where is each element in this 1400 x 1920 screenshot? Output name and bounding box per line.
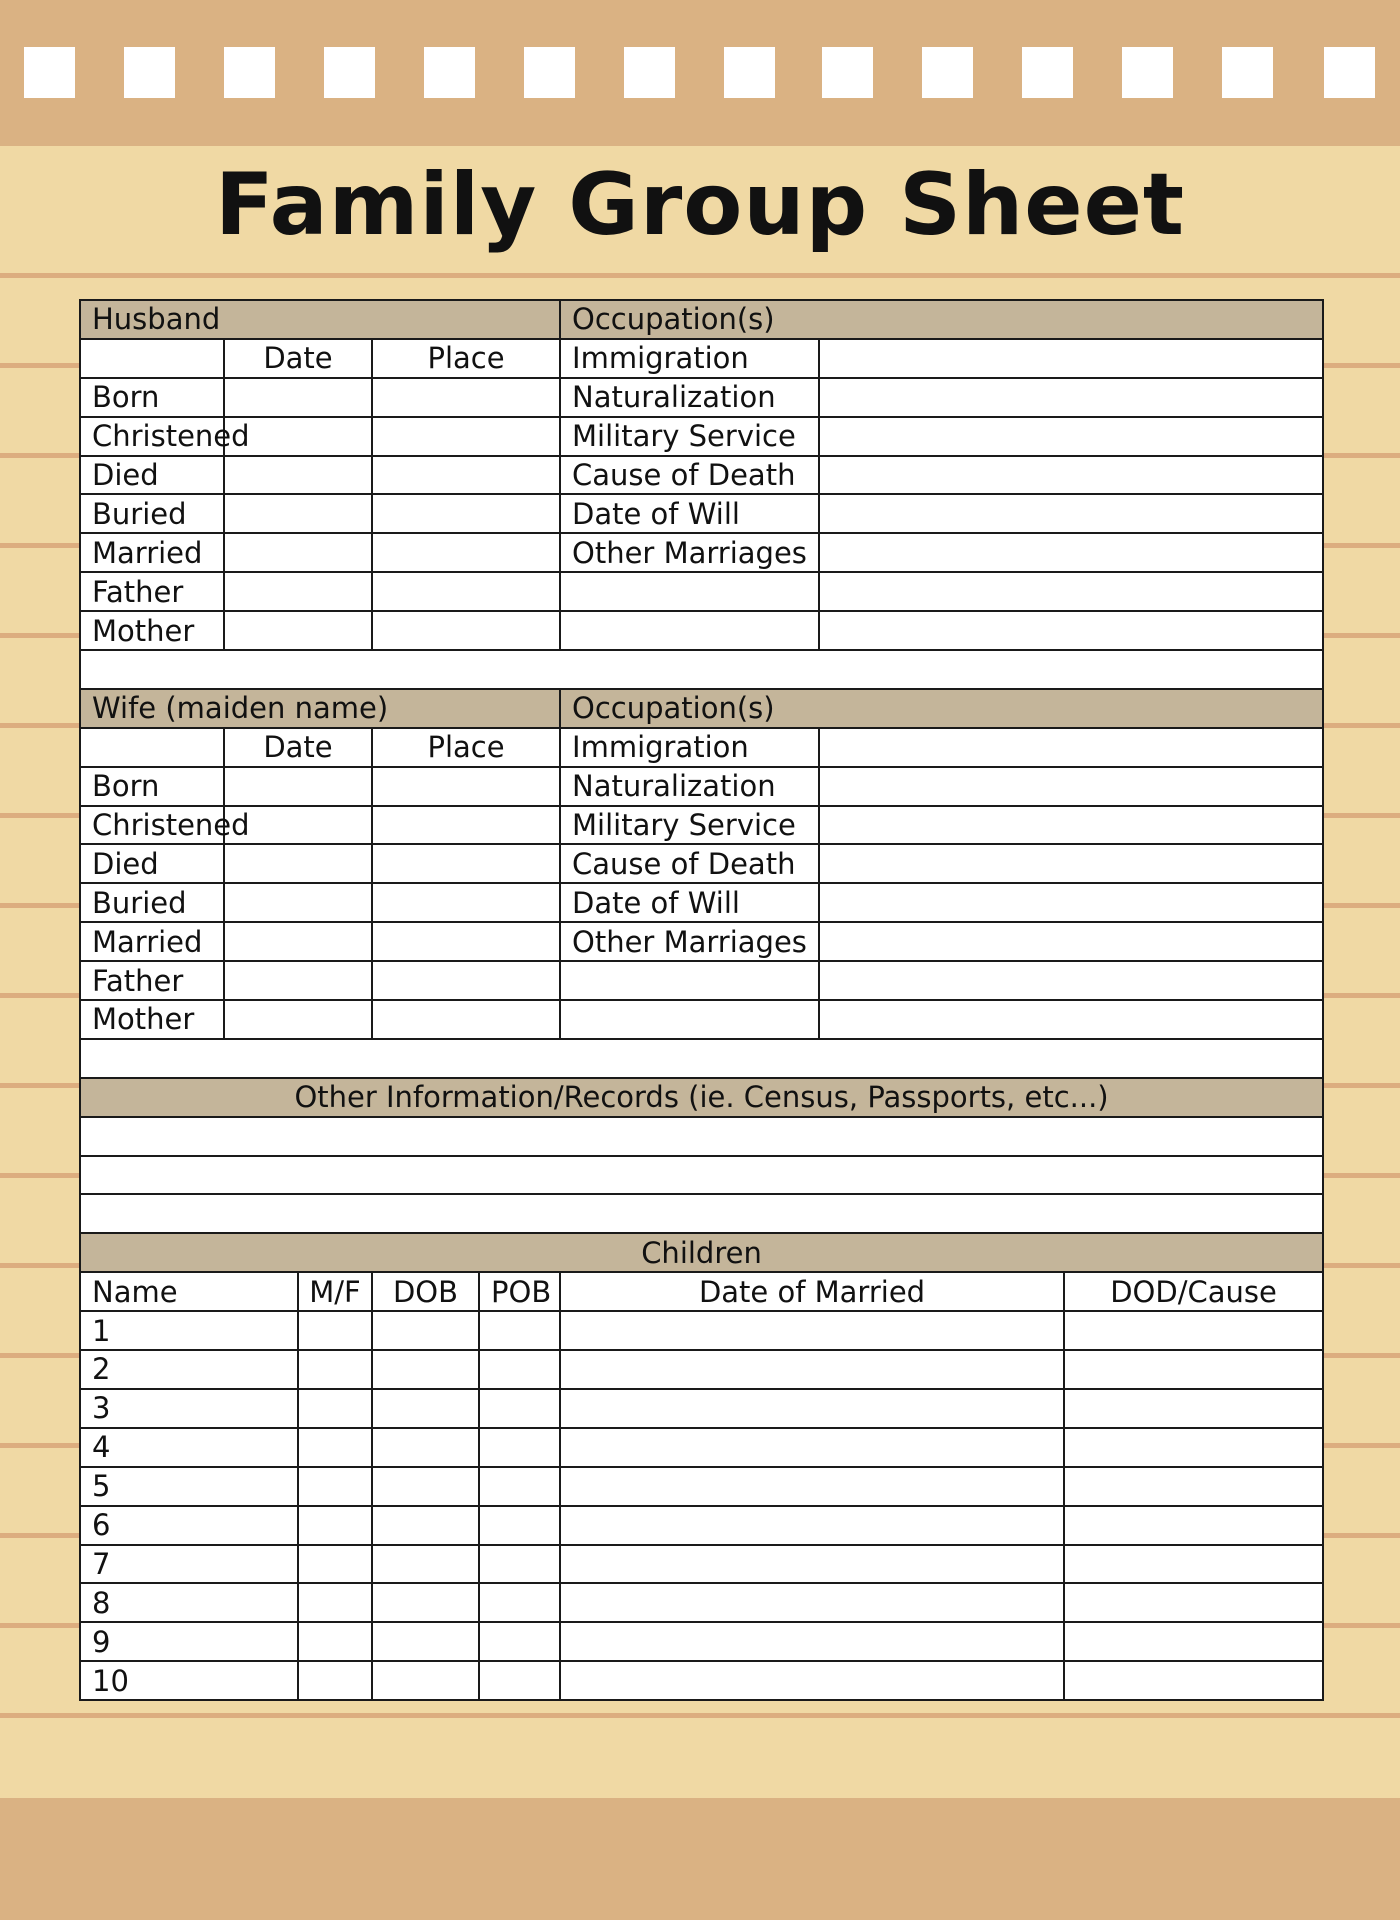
husband-place-header: Place (372, 339, 560, 378)
husband-event-place-field[interactable] (372, 533, 560, 572)
child-sex-field[interactable] (298, 1311, 372, 1350)
wife-right-value-field[interactable] (819, 922, 1323, 961)
wife-event-date-field[interactable] (224, 883, 372, 922)
children-col-sex: M/F (298, 1272, 372, 1311)
child-dod-field[interactable] (1064, 1506, 1323, 1545)
binding-hole (224, 47, 275, 98)
wife-right-label: Cause of Death (560, 844, 819, 883)
children-col-dob: DOB (372, 1272, 479, 1311)
other-info-header: Other Information/Records (ie. Census, Passports, etc...) (80, 1078, 1323, 1117)
child-dob-field[interactable] (372, 1622, 479, 1661)
child-pob-field[interactable] (479, 1545, 560, 1584)
wife-event-place-field[interactable] (372, 961, 560, 1000)
husband-event-label: Mother (80, 611, 224, 650)
husband-event-date-field[interactable] (224, 494, 372, 533)
wife-occupation-header: Occupation(s) (560, 689, 1323, 728)
child-dod-field[interactable] (1064, 1545, 1323, 1584)
bottom-band (0, 1798, 1400, 1920)
child-pob-field[interactable] (479, 1661, 560, 1700)
ruled-line (0, 273, 1400, 278)
husband-right-label: Date of Will (560, 494, 819, 533)
husband-right-label: Military Service (560, 417, 819, 456)
child-name-field[interactable]: 7 (80, 1545, 298, 1584)
child-sex-field[interactable] (298, 1389, 372, 1428)
binding-holes (0, 0, 1400, 146)
child-dod-field[interactable] (1064, 1389, 1323, 1428)
wife-event-date-field[interactable] (224, 844, 372, 883)
wife-date-header: Date (224, 728, 372, 767)
family-group-table (79, 299, 1324, 1701)
wife-event-label: Buried (80, 883, 224, 922)
child-dob-field[interactable] (372, 1311, 479, 1350)
child-pob-field[interactable] (479, 1428, 560, 1467)
wife-right-label-blank[interactable] (560, 1000, 819, 1039)
child-sex-field[interactable] (298, 1661, 372, 1700)
child-married-field[interactable] (560, 1661, 1064, 1700)
children-header: Children (80, 1233, 1323, 1272)
child-married-field[interactable] (560, 1545, 1064, 1584)
husband-event-label: Died (80, 456, 224, 495)
binding-hole (1324, 47, 1375, 98)
child-dod-field[interactable] (1064, 1661, 1323, 1700)
husband-event-label: Married (80, 533, 224, 572)
children-col-pob: POB (479, 1272, 560, 1311)
husband-event-date-field[interactable] (224, 572, 372, 611)
wife-event-place-field[interactable] (372, 844, 560, 883)
wife-event-place-field[interactable] (372, 1000, 560, 1039)
child-name-field[interactable]: 2 (80, 1350, 298, 1389)
child-name-field[interactable]: 9 (80, 1622, 298, 1661)
wife-event-date-field[interactable] (224, 1000, 372, 1039)
wife-right-value-field[interactable] (819, 1000, 1323, 1039)
binding-hole (324, 47, 375, 98)
other-info-line-field[interactable] (80, 1194, 1323, 1233)
wife-event-label: Born (80, 767, 224, 806)
husband-event-date-field[interactable] (224, 378, 372, 417)
child-dod-field[interactable] (1064, 1311, 1323, 1350)
child-married-field[interactable] (560, 1467, 1064, 1506)
wife-event-place-field[interactable] (372, 922, 560, 961)
husband-header: Husband (80, 300, 560, 339)
wife-right-value-field[interactable] (819, 844, 1323, 883)
husband-event-label: Buried (80, 494, 224, 533)
husband-right-value-field[interactable] (819, 378, 1323, 417)
child-sex-field[interactable] (298, 1350, 372, 1389)
wife-corner-cell (80, 728, 224, 767)
husband-right-label: Cause of Death (560, 456, 819, 495)
husband-event-date-field[interactable] (224, 533, 372, 572)
binding-hole (124, 47, 175, 98)
husband-event-place-field[interactable] (372, 417, 560, 456)
child-name-field[interactable]: 6 (80, 1506, 298, 1545)
child-name-field[interactable]: 8 (80, 1583, 298, 1622)
binding-hole (524, 47, 575, 98)
husband-right-value-field[interactable] (819, 494, 1323, 533)
child-married-field[interactable] (560, 1622, 1064, 1661)
child-dob-field[interactable] (372, 1661, 479, 1700)
child-married-field[interactable] (560, 1583, 1064, 1622)
spacer-row (80, 1039, 1323, 1078)
wife-event-label: Married (80, 922, 224, 961)
children-col-dod: DOD/Cause (1064, 1272, 1323, 1311)
child-sex-field[interactable] (298, 1545, 372, 1584)
husband-right-value-field[interactable] (819, 339, 1323, 378)
wife-right-value-field[interactable] (819, 961, 1323, 1000)
husband-date-header: Date (224, 339, 372, 378)
husband-event-label: Father (80, 572, 224, 611)
wife-right-label: Military Service (560, 806, 819, 845)
husband-right-value-field[interactable] (819, 611, 1323, 650)
husband-event-place-field[interactable] (372, 494, 560, 533)
child-sex-field[interactable] (298, 1583, 372, 1622)
husband-event-place-field[interactable] (372, 378, 560, 417)
husband-event-place-field[interactable] (372, 572, 560, 611)
wife-event-date-field[interactable] (224, 961, 372, 1000)
child-dob-field[interactable] (372, 1428, 479, 1467)
child-pob-field[interactable] (479, 1622, 560, 1661)
child-married-field[interactable] (560, 1389, 1064, 1428)
husband-right-value-field[interactable] (819, 456, 1323, 495)
child-married-field[interactable] (560, 1350, 1064, 1389)
wife-event-date-field[interactable] (224, 922, 372, 961)
wife-right-value-field[interactable] (819, 806, 1323, 845)
binding-hole (922, 47, 973, 98)
wife-right-label: Naturalization (560, 767, 819, 806)
husband-event-date-field[interactable] (224, 456, 372, 495)
wife-right-label-blank[interactable] (560, 961, 819, 1000)
child-dob-field[interactable] (372, 1389, 479, 1428)
wife-header: Wife (maiden name) (80, 689, 560, 728)
child-married-field[interactable] (560, 1428, 1064, 1467)
child-name-field[interactable]: 4 (80, 1428, 298, 1467)
husband-right-value-field[interactable] (819, 572, 1323, 611)
husband-right-label: Naturalization (560, 378, 819, 417)
child-name-field[interactable]: 1 (80, 1311, 298, 1350)
wife-event-label: Died (80, 844, 224, 883)
binding-hole (1222, 47, 1273, 98)
child-dob-field[interactable] (372, 1545, 479, 1584)
child-sex-field[interactable] (298, 1428, 372, 1467)
child-name-field[interactable]: 5 (80, 1467, 298, 1506)
binding-hole (24, 47, 75, 98)
husband-event-label: Christened (80, 417, 224, 456)
page-title: Family Group Sheet (214, 155, 1186, 255)
wife-right-value-field[interactable] (819, 728, 1323, 767)
child-pob-field[interactable] (479, 1389, 560, 1428)
husband-event-place-field[interactable] (372, 611, 560, 650)
child-married-field[interactable] (560, 1506, 1064, 1545)
wife-right-label: Immigration (560, 728, 819, 767)
wife-right-label: Date of Will (560, 883, 819, 922)
child-dod-field[interactable] (1064, 1622, 1323, 1661)
wife-event-date-field[interactable] (224, 767, 372, 806)
ruled-line (0, 1713, 1400, 1718)
wife-right-label: Other Marriages (560, 922, 819, 961)
other-info-line-field[interactable] (80, 1156, 1323, 1195)
child-sex-field[interactable] (298, 1467, 372, 1506)
child-pob-field[interactable] (479, 1583, 560, 1622)
wife-right-value-field[interactable] (819, 767, 1323, 806)
other-info-line-field[interactable] (80, 1117, 1323, 1156)
husband-right-label: Immigration (560, 339, 819, 378)
husband-right-label-blank[interactable] (560, 611, 819, 650)
child-pob-field[interactable] (479, 1311, 560, 1350)
husband-right-value-field[interactable] (819, 417, 1323, 456)
children-col-married: Date of Married (560, 1272, 1064, 1311)
wife-event-label: Father (80, 961, 224, 1000)
children-col-name: Name (80, 1272, 298, 1311)
child-dod-field[interactable] (1064, 1467, 1323, 1506)
wife-event-place-field[interactable] (372, 806, 560, 845)
wife-right-value-field[interactable] (819, 883, 1323, 922)
child-dod-field[interactable] (1064, 1583, 1323, 1622)
child-dob-field[interactable] (372, 1350, 479, 1389)
child-married-field[interactable] (560, 1311, 1064, 1350)
husband-corner-cell (80, 339, 224, 378)
husband-event-place-field[interactable] (372, 456, 560, 495)
husband-right-label-blank[interactable] (560, 572, 819, 611)
child-sex-field[interactable] (298, 1506, 372, 1545)
wife-event-place-field[interactable] (372, 767, 560, 806)
binding-hole (624, 47, 675, 98)
child-pob-field[interactable] (479, 1467, 560, 1506)
binding-hole (822, 47, 873, 98)
child-pob-field[interactable] (479, 1350, 560, 1389)
child-dod-field[interactable] (1064, 1428, 1323, 1467)
binding-hole (424, 47, 475, 98)
child-dob-field[interactable] (372, 1506, 479, 1545)
spacer-row (80, 650, 1323, 689)
child-pob-field[interactable] (479, 1506, 560, 1545)
child-dob-field[interactable] (372, 1467, 479, 1506)
child-name-field[interactable]: 10 (80, 1661, 298, 1700)
husband-right-label: Other Marriages (560, 533, 819, 572)
husband-event-date-field[interactable] (224, 611, 372, 650)
wife-event-place-field[interactable] (372, 883, 560, 922)
binding-hole (1022, 47, 1073, 98)
wife-event-label: Mother (80, 1000, 224, 1039)
child-name-field[interactable]: 3 (80, 1389, 298, 1428)
child-sex-field[interactable] (298, 1622, 372, 1661)
husband-event-label: Born (80, 378, 224, 417)
child-dod-field[interactable] (1064, 1350, 1323, 1389)
binding-hole (1122, 47, 1173, 98)
wife-place-header: Place (372, 728, 560, 767)
child-dob-field[interactable] (372, 1583, 479, 1622)
binding-hole (724, 47, 775, 98)
wife-event-label: Christened (80, 806, 224, 845)
husband-occupation-header: Occupation(s) (560, 300, 1323, 339)
husband-right-value-field[interactable] (819, 533, 1323, 572)
